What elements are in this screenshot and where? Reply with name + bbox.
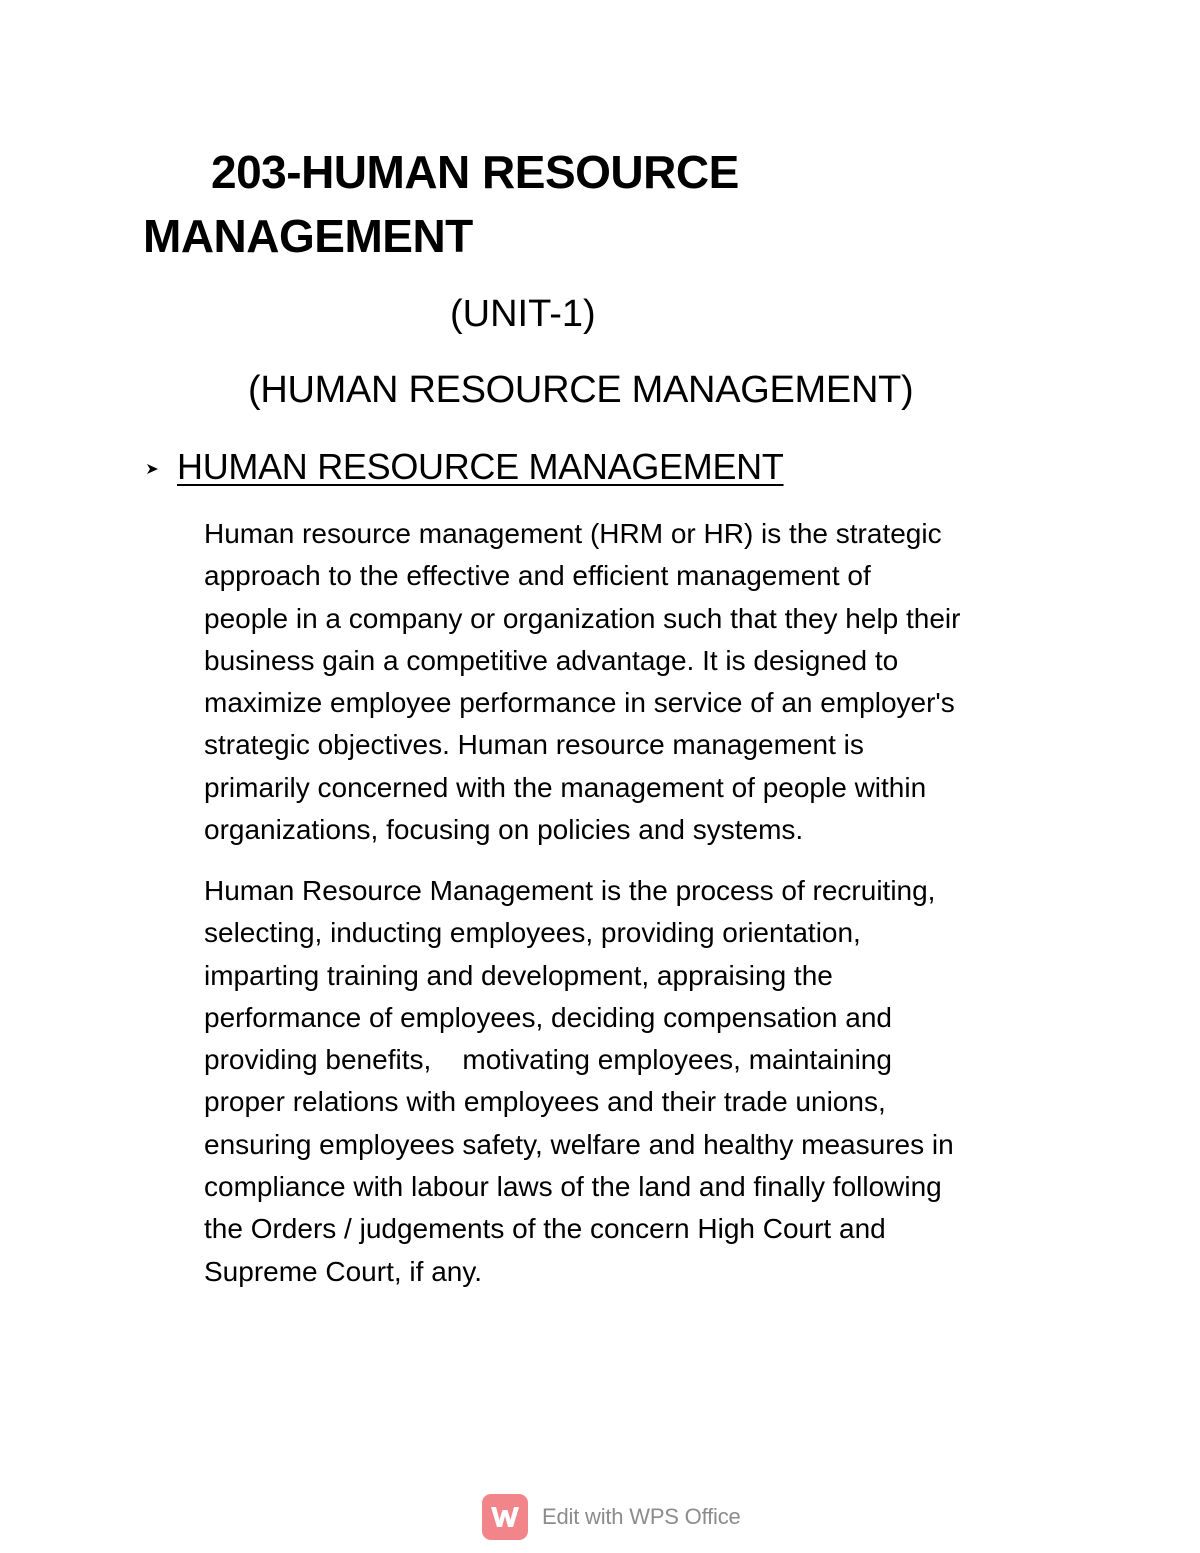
arrow-bullet-icon — [143, 457, 165, 481]
wps-logo-icon — [482, 1494, 528, 1540]
paragraph-line: providing benefits, motivating employees, maintaining — [204, 1044, 892, 1076]
paragraph-line: compliance with labour laws of the land and finally following — [204, 1171, 942, 1203]
paragraph-line: people in a company or organization such that they help their — [204, 602, 961, 634]
section-heading — [143, 444, 784, 490]
title-line-2: MANAGEMENT — [143, 210, 473, 262]
document-subtitle: (HUMAN RESOURCE MANAGEMENT) — [248, 369, 914, 411]
paragraph-line: Supreme Court, if any. — [204, 1255, 483, 1287]
paragraph-line: business gain a competitive advantage. It is designed to — [204, 644, 899, 676]
paragraph-line: Human Resource Management is the process of recruiting, — [204, 875, 936, 906]
paragraph-process — [204, 870, 1064, 1293]
paragraph-line: performance of employees, deciding compensation and — [204, 1001, 892, 1033]
wps-edit-badge[interactable] — [482, 1494, 741, 1540]
paragraph-line: organizations, focusing on policies and systems. — [204, 814, 804, 846]
paragraph-line: approach to the effective and efficient management of — [204, 560, 871, 592]
paragraph-line: ensuring employees safety, welfare and healthy measures in — [204, 1128, 954, 1160]
title-line-1: 203-HUMAN RESOURCE — [211, 146, 739, 198]
unit-label: (UNIT-1) — [450, 293, 596, 335]
paragraph-line: imparting training and development, appraising the — [204, 959, 833, 991]
document-title — [143, 140, 903, 268]
paragraph-line: selecting, inducting employees, providing orientation, — [204, 917, 861, 949]
paragraph-line: the Orders / judgements of the concern High Court and — [204, 1213, 886, 1245]
paragraph-line: strategic objectives. Human resource management is — [204, 729, 864, 761]
section-heading-label: HUMAN RESOURCE MANAGEMENT — [177, 446, 784, 487]
paragraph-definition — [204, 513, 1064, 851]
paragraph-line: Human resource management (HRM or HR) is the strategic — [204, 518, 942, 549]
paragraph-line: primarily concerned with the management of people within — [204, 771, 927, 803]
wps-edit-label[interactable]: Edit with WPS Office — [542, 1504, 741, 1529]
paragraph-line: maximize employee performance in service of an employer's — [204, 687, 955, 719]
wps-w-glyph-icon — [489, 1504, 521, 1530]
paragraph-line: proper relations with employees and their trade unions, — [204, 1086, 886, 1118]
